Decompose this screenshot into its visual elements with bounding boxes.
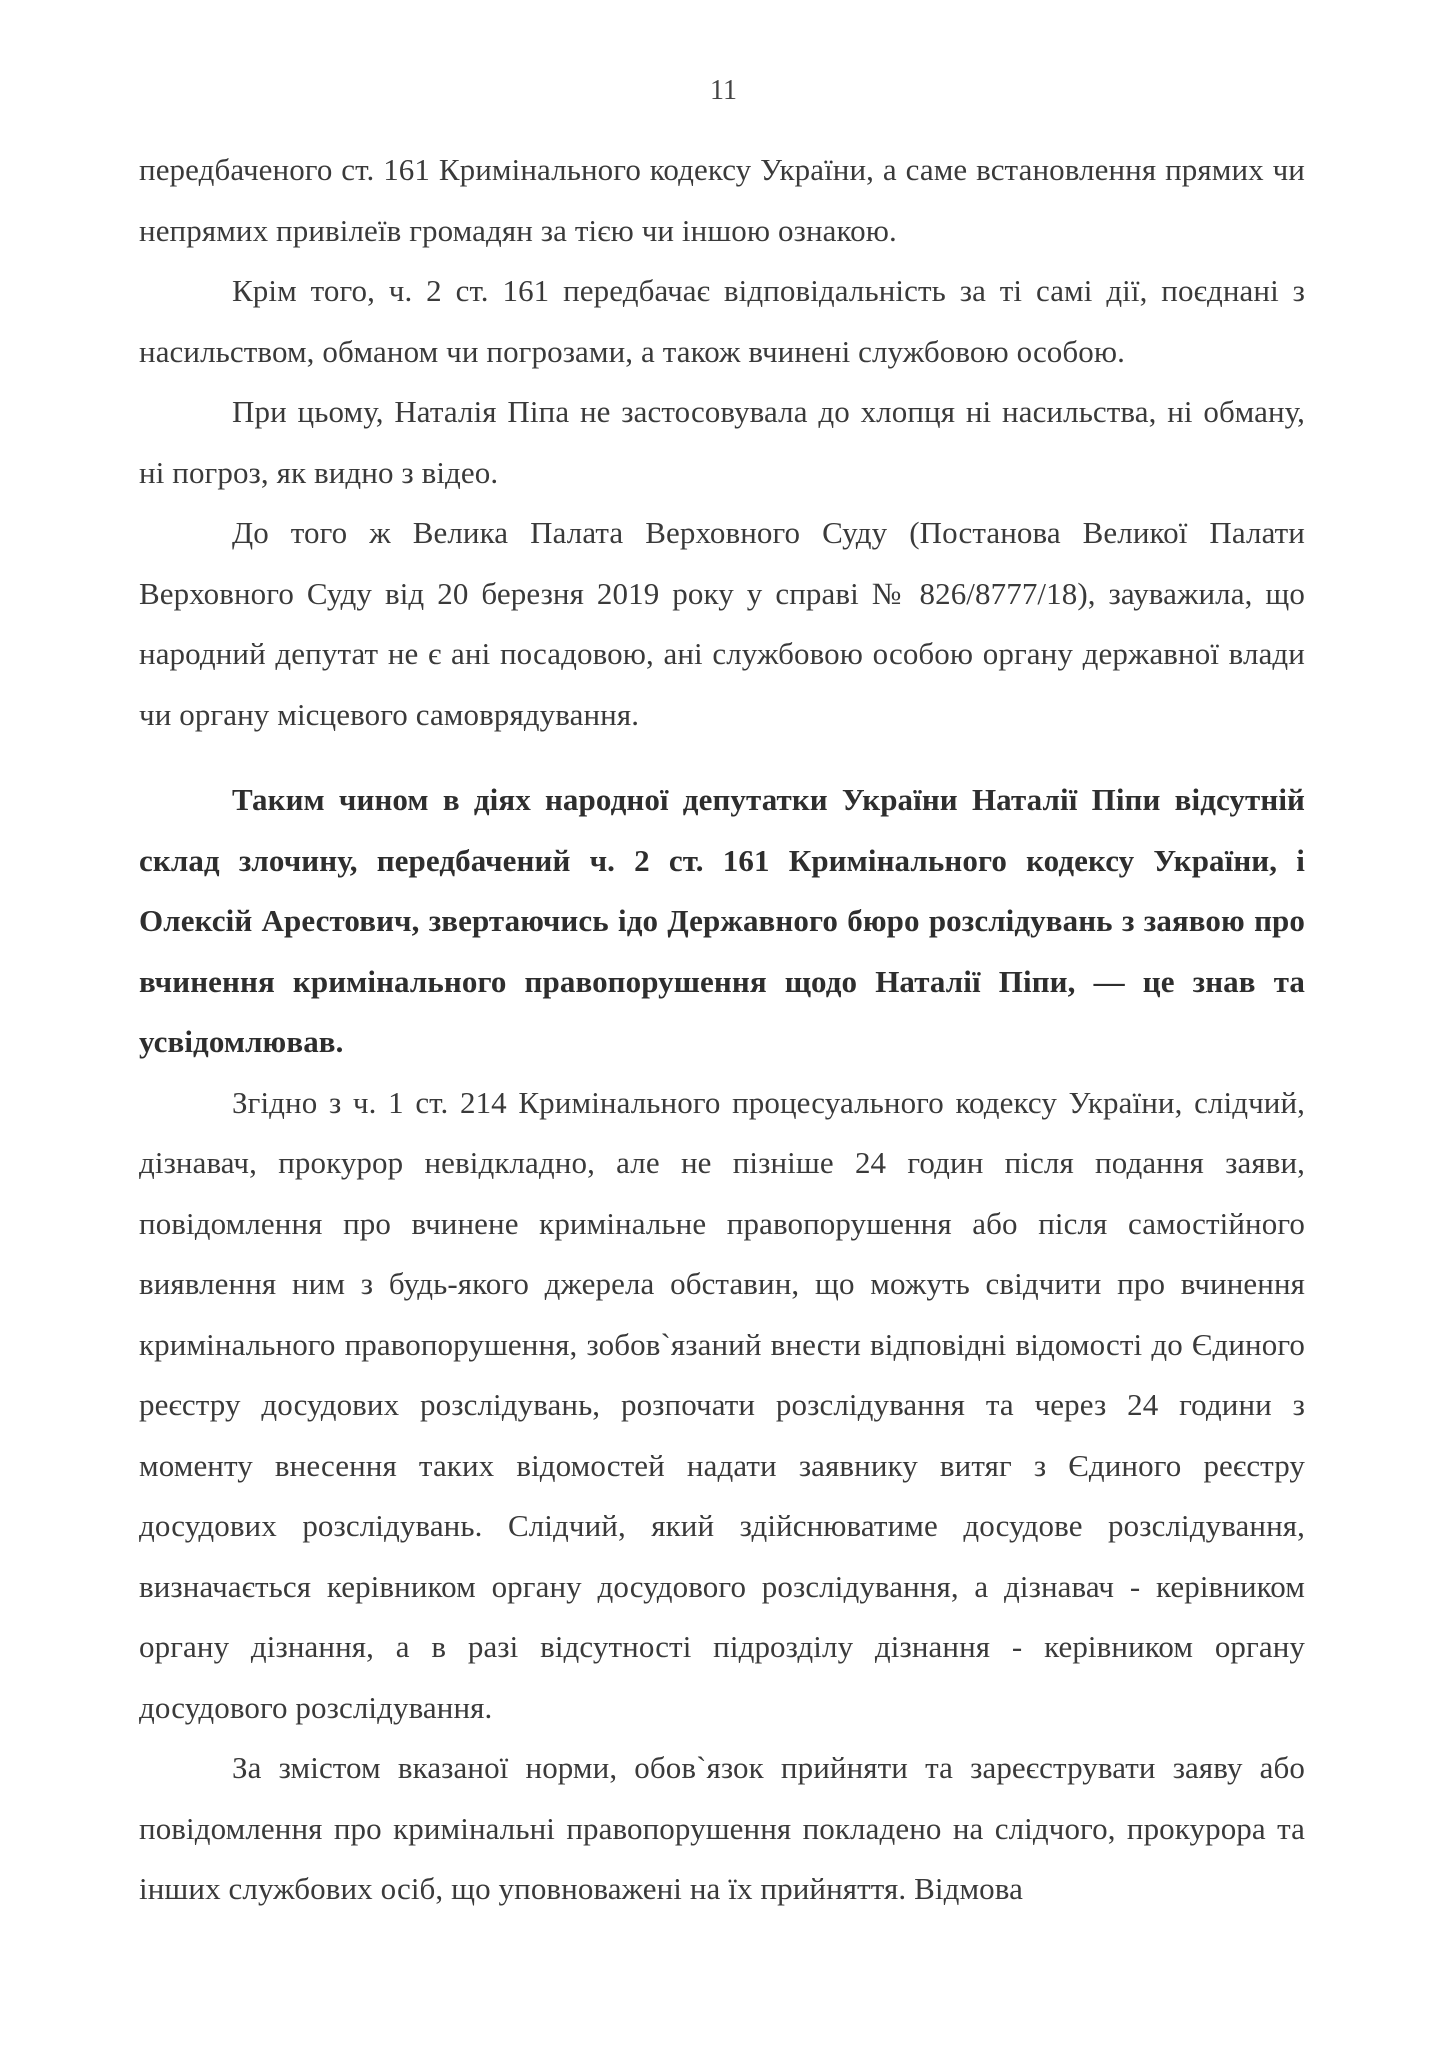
document-body-top bbox=[139, 140, 1305, 745]
paragraph-no-violence: При цьому, Наталія Піпа не застосовувала до хлопця ні насильства, ні обману, ні погроз, як видно з відео. bbox=[139, 394, 1305, 490]
paragraph-continuation: передбаченого ст. 161 Кримінального кодексу України, а саме встановлення прямих чи непрямих привілеїв громадян за тією чи іншою ознакою. bbox=[139, 152, 1305, 248]
paragraph-part2-art161: Крім того, ч. 2 ст. 161 передбачає відповідальність за ті самі дії, поєднані з насильством, обманом чи погрозами, а також вчинені службовою особою. bbox=[139, 273, 1305, 369]
paragraph-art214: Згідно з ч. 1 ст. 214 Кримінального процесуального кодексу України, слідчий, дізнавач, прокурор невідкладно, але не пізніше 24 годин після подання заяви, повідомлення про вчинене кримінальне правопорушення або після самостійного виявлення ним з будь-якого джерела обставин, що можуть свідчити про вчинення кримінального правопорушення, зобов`язаний внести відповідні відомості до Єдиного реєстру досудових розслідувань, розпочати розслідування та через 24 години з моменту внесення таких відомостей надати заявнику витяг з Єдиного реєстру досудових розслідувань. Слідчий, який здійснюватиме досудове розслідування, визначається керівником органу досудового розслідування, а дізнавач - керівником органу дізнання, а в разі відсутності підрозділу дізнання - керівником органу досудового розслідування. bbox=[139, 1084, 1305, 1725]
paragraph-obligation: За змістом вказаної норми, обов`язок прийняти та зареєструвати заяву або повідомлення про кримінальні правопорушення покладено на слідчого, прокурора та інших службових осіб, що уповноважені на їх прийняття. Відмова bbox=[139, 1750, 1305, 1906]
page-number: 11 bbox=[710, 75, 737, 106]
document-body-bottom bbox=[139, 770, 1305, 1920]
paragraph-conclusion: Таким чином в діях народної депутатки України Наталії Піпи відсутній склад злочину, передбачений ч. 2 ст. 161 Кримінального кодексу України, і Олексій Арестович, звертаючись ідо Державного бюро розслідувань з заявою про вчинення кримінального правопорушення щодо Наталії Піпи, — це знав та усвідомлював. bbox=[139, 782, 1305, 1059]
paragraph-supreme-court: До того ж Велика Палата Верховного Суду (Постанова Великої Палати Верховного Суду від 20 березня 2019 року у справі № 826/8777/18), зауважила, що народний депутат не є ані посадовою, ані службовою особою органу державної влади чи органу місцевого самоврядування. bbox=[139, 515, 1305, 732]
